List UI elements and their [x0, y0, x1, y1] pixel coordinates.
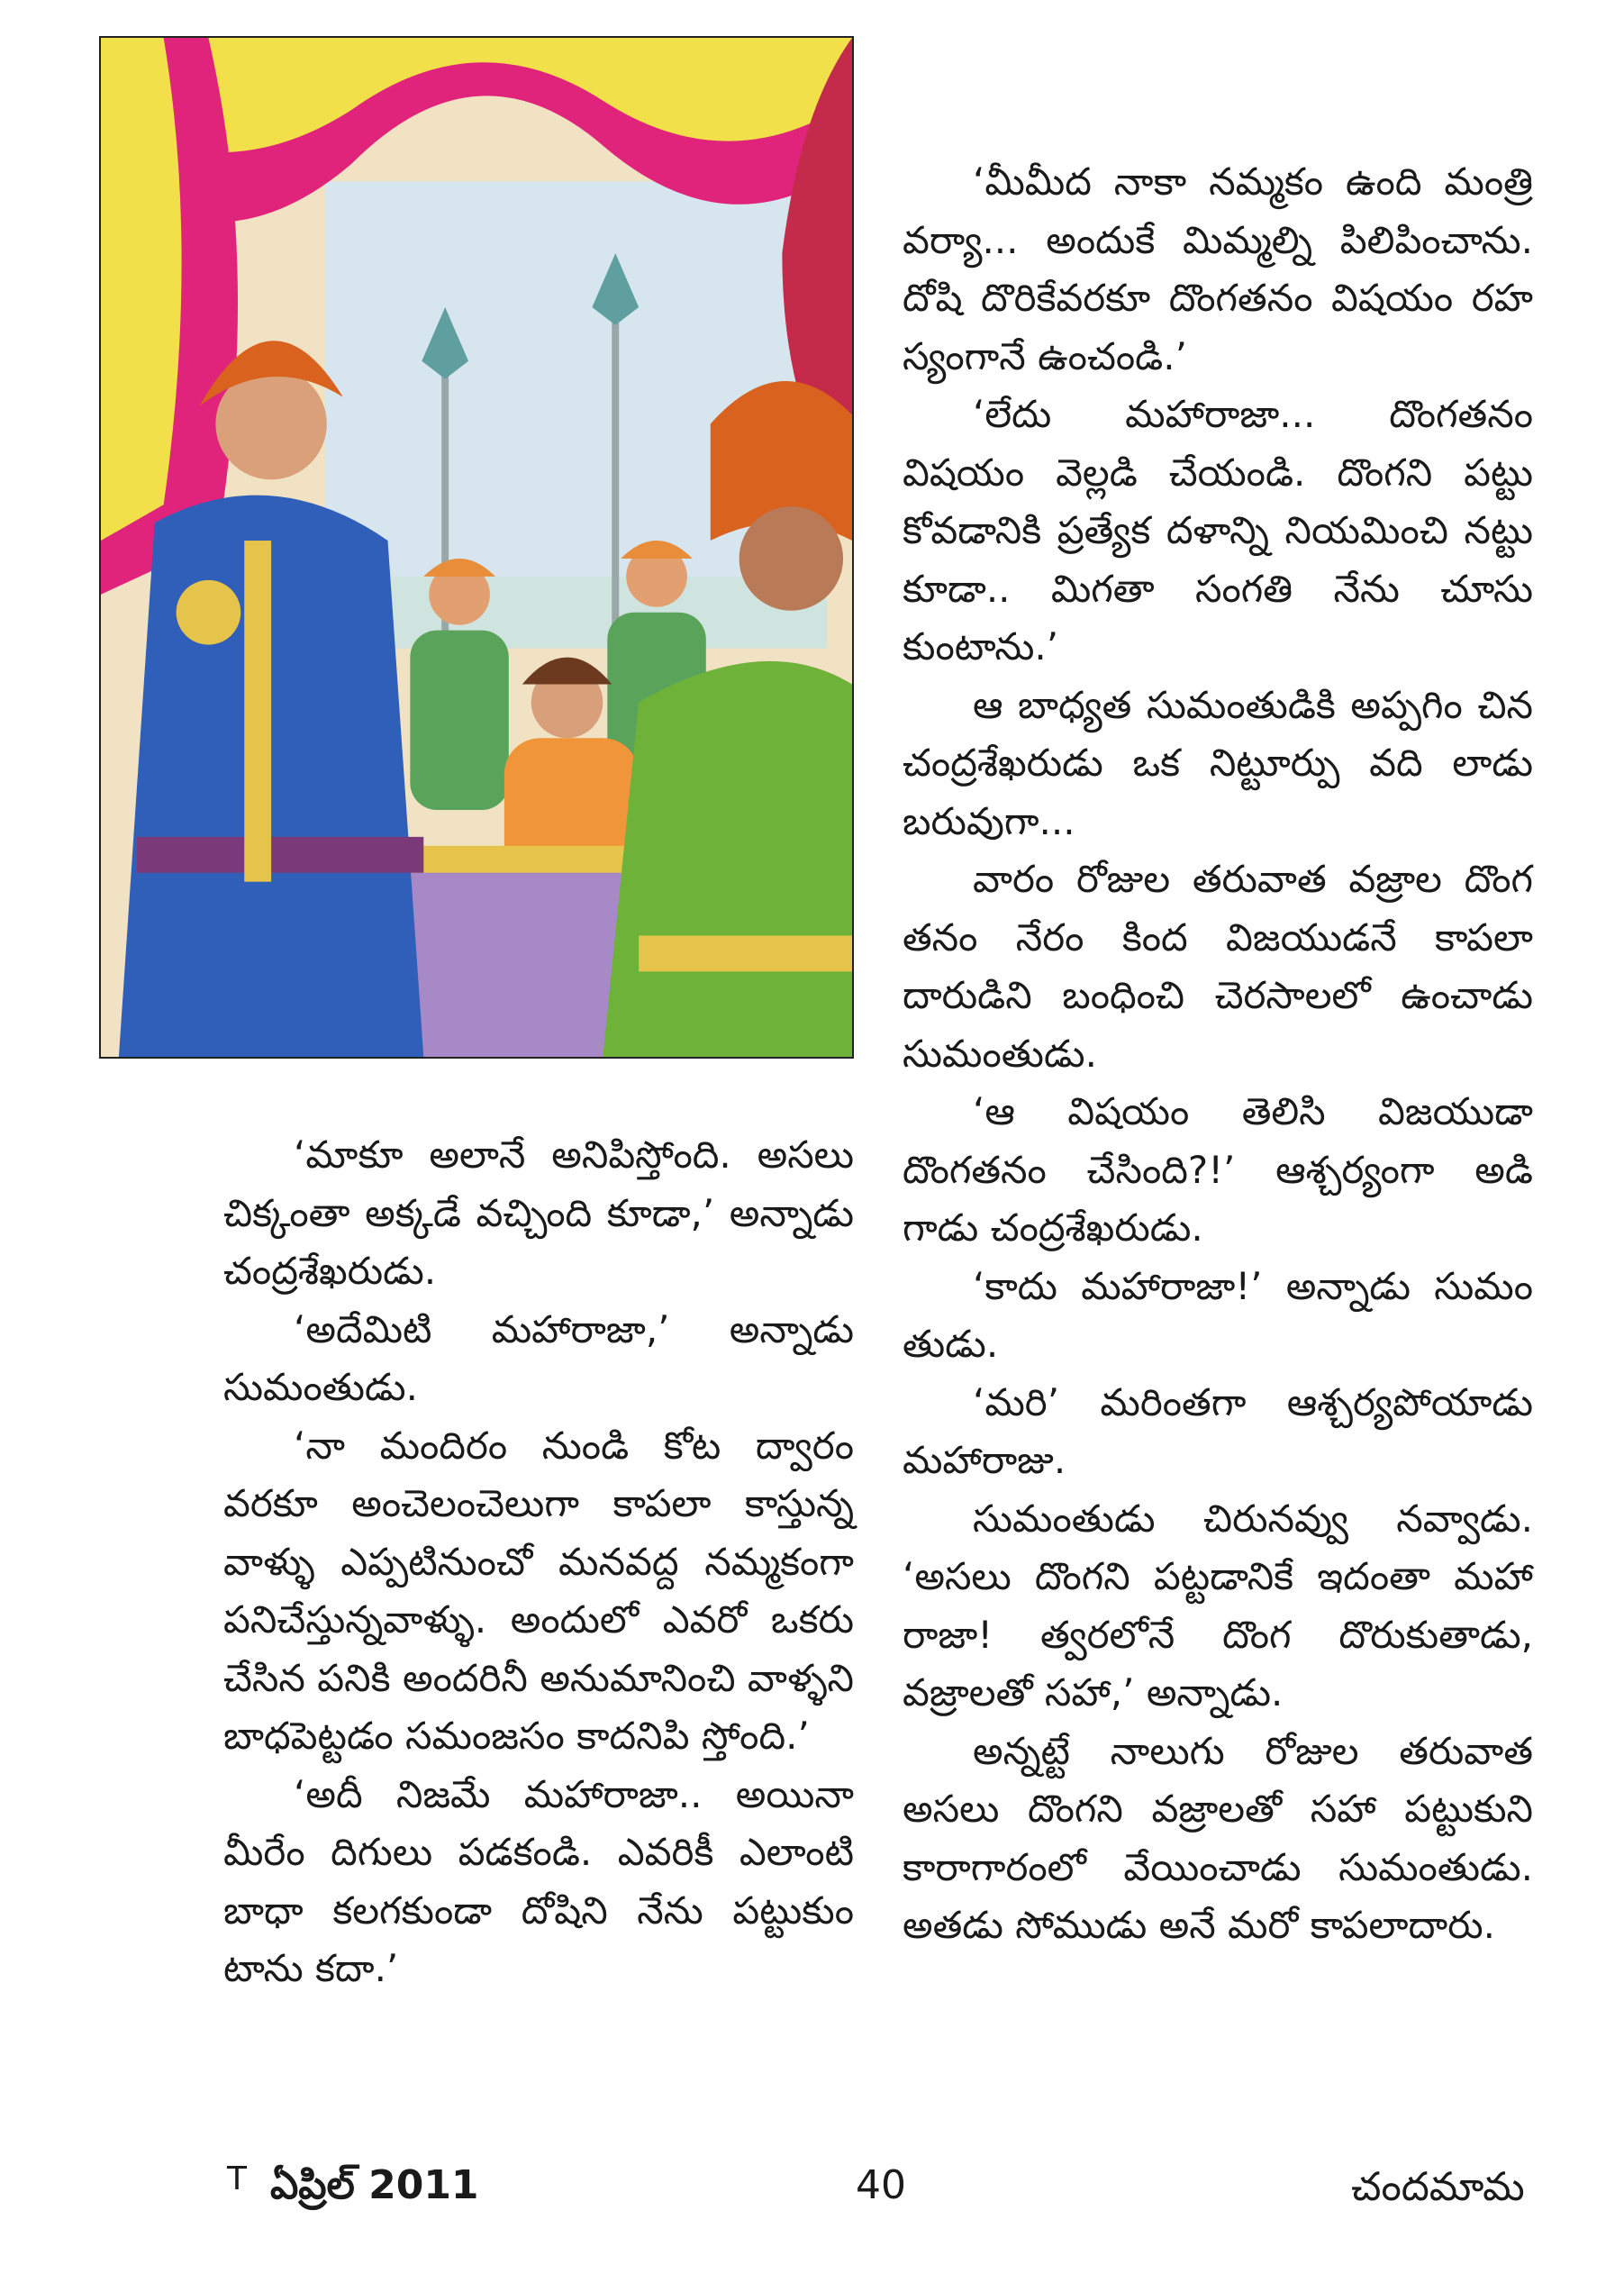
page-number: 40: [856, 2162, 906, 2208]
paragraph: ‘మరి’ మరింతగా ఆశ్చర్యపోయాడు మహారాజు.: [903, 1379, 1533, 1482]
magazine-name: చందమామ: [1351, 2164, 1525, 2210]
paragraph: ‘లేదు మహారాజా... దొంగతనం విషయం వెల్లడి చేయండి. దొంగని పట్టు కోవడానికి ప్రత్యేక దళాన్ని నియమించి నట్టు కూడా.. మిగతా సంగతి నేను చూసు కుంటాను.’: [903, 392, 1533, 669]
paragraph: ‘మాకూ అలానే అనిపిస్తోంది. అసలు చిక్కంతా అక్కడే వచ్చింది కూడా,’ అన్నాడు చంద్రశేఖరుడు.: [223, 1132, 854, 1293]
paragraph: ‘నా మందిరం నుండి కోట ద్వారం వరకూ అంచెలంచెలుగా కాపలా కాస్తున్న వాళ్ళు ఎప్పటినుంచో మనవద్ద నమ్మకంగా పనిచేస్తున్నవాళ్ళు. అందులో ఎవరో ఒకరు చేసిన పనికి అందరినీ అనుమానించి వాళ్ళని బాధపెట్టడం సమంజసం కాదనిపి స్తోంది.’: [223, 1423, 854, 1758]
paragraph: ‘అదేమిటి మహారాజా,’ అన్నాడు సుమంతుడు.: [223, 1306, 854, 1409]
paragraph: ‘ఆ విషయం తెలిసి విజయుడా దొంగతనం చేసింది?!’ ఆశ్చర్యంగా అడి గాడు చంద్రశేఖరుడు.: [903, 1089, 1533, 1250]
right-text-column: [903, 153, 1533, 1955]
paragraph: ‘మీమీద నాకా నమ్మకం ఉంది మంత్రి వర్యా... అందుకే మిమ్మల్ని పిలిపించాను. దోషి దొరికేవరకూ దొంగతనం విషయం రహ స్యంగానే ఉంచండి.’: [903, 159, 1533, 378]
left-text-column: [223, 1126, 854, 1998]
footer-marker: T: [227, 2160, 247, 2197]
paragraph: వారం రోజుల తరువాత వజ్రాల దొంగ తనం నేరం కింద విజయుడనే కాపలా దారుడిని బంధించి చెరసాలలో ఉంచాడు సుమంతుడు.: [903, 857, 1533, 1076]
paragraph: ‘అదీ నిజమే మహారాజా.. అయినా మీరేం దిగులు పడకండి. ఎవరికీ ఎలాంటి బాధా కలగకుండా దోషిని నేను పట్టుకుం టాను కదా.’: [223, 1771, 854, 1990]
king-court-illustration: [101, 38, 852, 1057]
paragraph: అన్నట్టే నాలుగు రోజుల తరువాత అసలు దొంగని వజ్రాలతో సహా పట్టుకుని కారాగారంలో వేయించాడు సుమంతుడు. అతడు సోముడు అనే మరో కాపలాదారు.: [903, 1728, 1533, 1947]
story-illustration: [99, 36, 854, 1059]
minister-robe: [603, 661, 852, 1057]
paragraph: ‘కాదు మహారాజా!’ అన్నాడు సుమం తుడు.: [903, 1263, 1533, 1366]
paragraph: సుమంతుడు చిరునవ్వు నవ్వాడు. ‘అసలు దొంగని పట్టడానికే ఇదంతా మహా రాజా! త్వరలోనే దొంగ దొరుకుతాడు, వజ్రాలతో సహా,’ అన్నాడు.: [903, 1496, 1533, 1715]
paragraph: ఆ బాధ్యత సుమంతుడికి అప్పగిం చిన చంద్రశేఖరుడు ఒక నిట్టూర్పు వది లాడు బరువుగా...: [903, 682, 1533, 843]
footer-date: ఏప్రిల్ 2011: [270, 2162, 479, 2208]
